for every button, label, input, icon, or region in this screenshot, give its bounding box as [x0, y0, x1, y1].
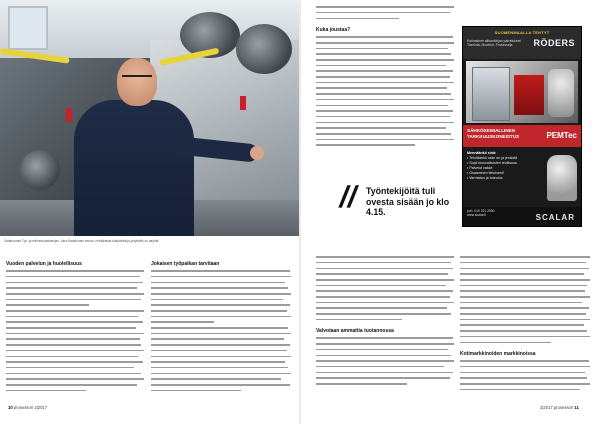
page-gutter: [299, 0, 301, 424]
ad-list-heading: Mennäänkö sinä:: [467, 151, 497, 155]
quote-marks: //: [336, 181, 361, 214]
pull-quote-text: Työntekijöitä tuli ovesta sisään jo klo 4.15.: [366, 186, 450, 217]
article-photo: [0, 0, 299, 236]
subheading: Kotimarkkinoiden markkinoissa: [460, 351, 536, 357]
ad-feature-list: [467, 151, 547, 182]
ad-list-item: • Osaaminen tietoisesti: [467, 171, 504, 176]
folio-left: 10 prosessori 2|2017: [8, 405, 48, 410]
ad-product-image: [466, 61, 578, 123]
ad-brand-roders: RÖDERS: [533, 38, 575, 48]
pull-quote: [336, 181, 456, 218]
subheading: Jokaisen työpaikan tarvitaan: [151, 261, 220, 267]
right-column-1: [316, 4, 454, 148]
ad-list-item: • Palvelut vakiot: [467, 166, 493, 171]
person: [74, 100, 194, 236]
ad-brand-scalar: SCALAR: [535, 213, 575, 222]
left-column-1: [6, 261, 144, 393]
subheading: Valvotaan ammattia tuotannossa: [316, 328, 394, 335]
ad-brand-pemtec: PEMTec: [546, 131, 577, 140]
ad-list-item: • Varmistus ja toteutus: [467, 176, 503, 181]
ad-red-band: [463, 125, 581, 147]
advertisement[interactable]: [462, 26, 582, 227]
right-column-2: [316, 254, 454, 386]
folio-right: 2|2017 prosessori 11: [540, 405, 579, 410]
ad-band-text: SÄHKÖKEMIALLINEN TARKKUUSKONEISTUS: [467, 128, 520, 139]
ad-robot-image: [547, 155, 577, 201]
photo-caption: Satakunnan Työ- ja elinkeinopalvelujen Juha Raakkonen kertoo, minkälaisia tukipalveluja yrityksille on tarjolla.: [4, 239, 160, 243]
subheading: Kuka joustaa?: [316, 27, 351, 34]
subheading: Vuoden palvelun ja huolellisuus: [6, 261, 82, 267]
ad-list-item: • Tehdäänkö osiin on ja jenkistä: [467, 156, 518, 161]
ad-kicker: SUOMENMAALLA TEHTYT: [494, 30, 550, 35]
ad-contact: puh. 010 321 2550 www.scalar.fi: [467, 209, 495, 218]
ad-subtitle: Kotimainen alihankkijan palvelukset Toiminta, Moottori, Prosesseja: [467, 39, 521, 48]
left-column-2: [151, 261, 291, 393]
right-column-3: [460, 254, 590, 392]
ad-list-item: • Sopii innovatiivisten teollisuus: [467, 161, 517, 166]
